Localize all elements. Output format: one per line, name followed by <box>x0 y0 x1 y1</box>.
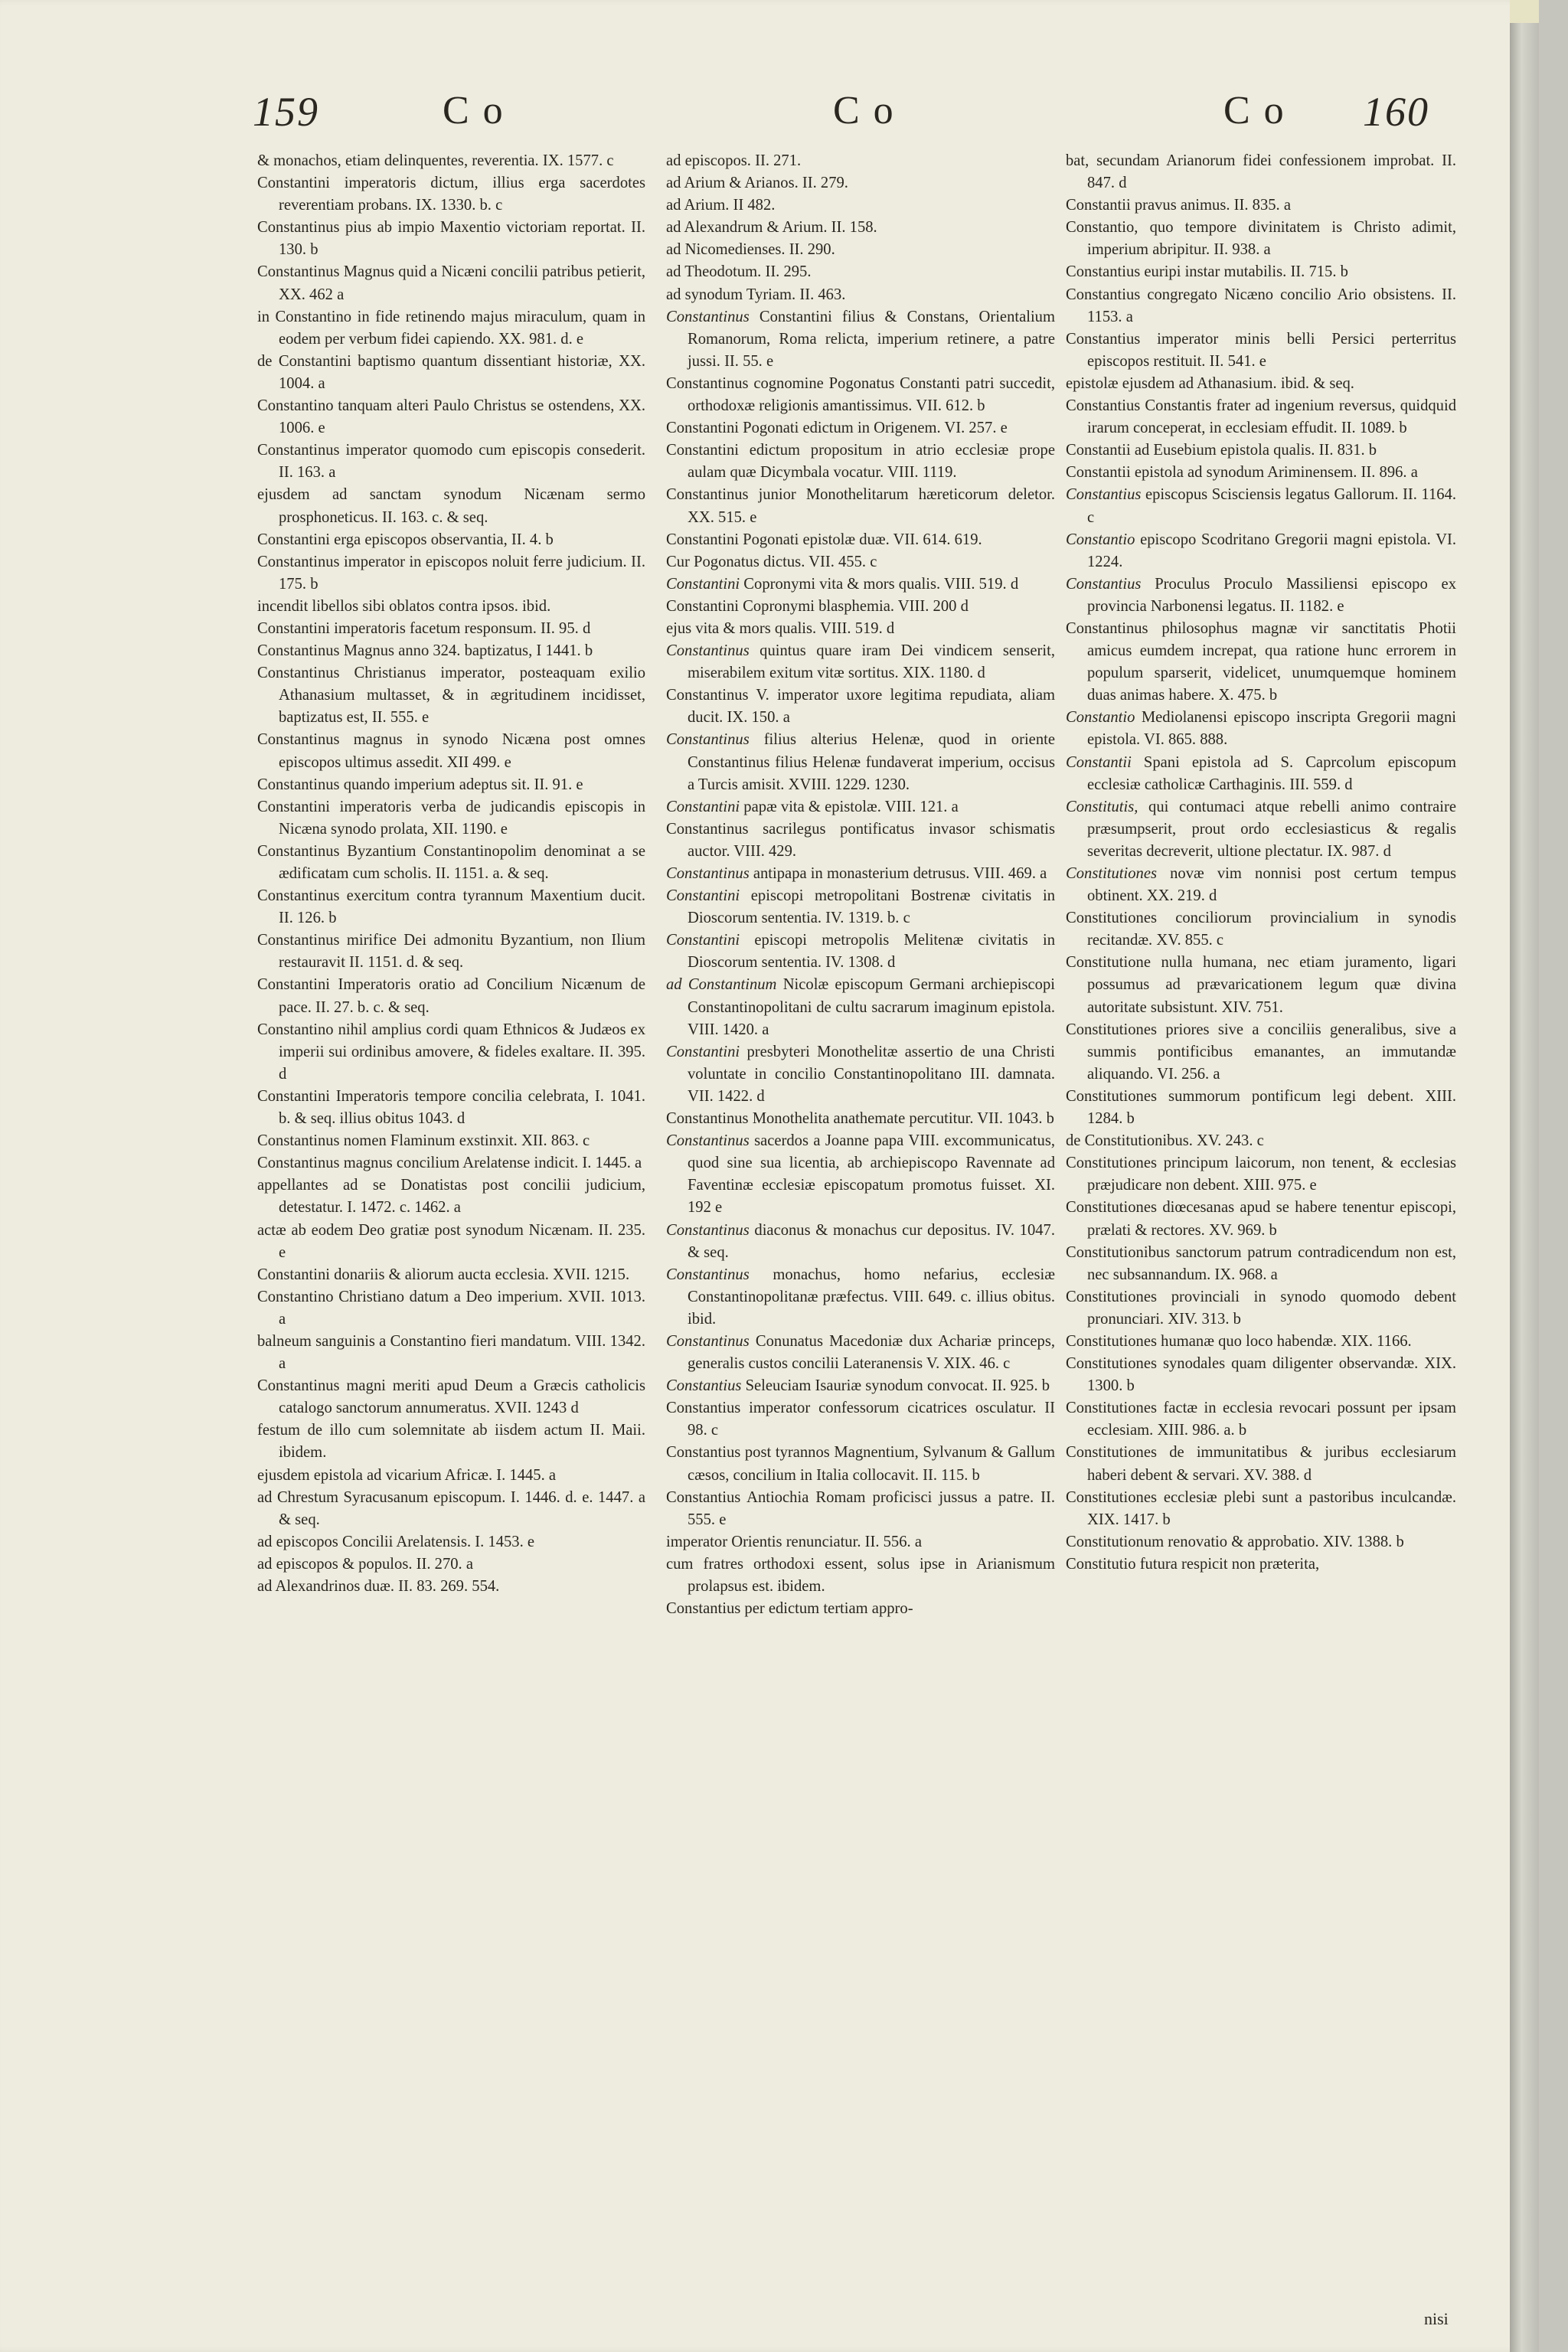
entry-text: Constantini Pogonati edictum in Origenem. VI. 257. e <box>666 420 1008 437</box>
entry-text: ad Arium. II 482. <box>666 197 776 214</box>
index-entry <box>257 1576 645 1598</box>
adjacent-page-edge <box>1510 0 1539 2352</box>
entry-text: Mediolanensi episcopo inscripta Gregorii magni epistola. VI. 865. 888. <box>1087 709 1456 749</box>
entry-lead: Constitutiones <box>1066 865 1157 882</box>
index-entry <box>666 573 1055 596</box>
entry-text: Constitutiones summorum pontificum legi debent. XIII. 1284. b <box>1066 1087 1456 1128</box>
entry-text: Constantinus Magnus anno 324. baptizatus, I 1441. b <box>257 642 593 660</box>
index-entry <box>1066 1353 1456 1397</box>
index-entry <box>257 1130 645 1152</box>
index-column-right <box>1066 150 1456 2332</box>
entry-text: appellantes ad se Donatistas post concilii judicium, detestatur. I. 1472. c. 1462. a <box>257 1177 645 1217</box>
entry-text: Constantini imperatoris facetum responsum. II. 95. d <box>257 619 591 637</box>
index-entry <box>1066 1019 1456 1086</box>
index-entry <box>257 841 645 885</box>
entry-text: Constantini Pogonati epistolæ duæ. VII. 614. 619. <box>666 531 982 548</box>
entry-lead: Constantini <box>666 887 740 905</box>
index-entry <box>666 306 1055 373</box>
index-entry <box>257 662 645 729</box>
index-entry <box>257 1375 645 1419</box>
index-entry <box>666 217 1055 239</box>
entry-text: Copronymi vita & mors qualis. VIII. 519. d <box>743 575 1019 593</box>
index-entry <box>666 1375 1055 1397</box>
entry-text: Seleuciam Isauriæ synodum convocat. II. 925. b <box>745 1377 1050 1395</box>
entry-lead: Constantini <box>666 575 740 593</box>
entry-lead: Constantio <box>1066 531 1135 548</box>
entry-text: sacerdos a Joanne papa VIII. excommunicatus, quod sine sua licentia, ab archiepiscopo Ravennate ad Faventinæ ecclesiæ episcopatum promotus fuisset. XI. 192 e <box>688 1132 1055 1217</box>
index-entry <box>1066 752 1456 796</box>
index-entry <box>666 1531 1055 1553</box>
index-entry <box>257 261 645 305</box>
index-entry <box>1066 284 1456 328</box>
index-entry <box>666 596 1055 618</box>
index-entry <box>666 929 1055 974</box>
index-entry <box>666 1264 1055 1331</box>
entry-text: incendit libellos sibi oblatos contra ipsos. ibid. <box>257 597 551 615</box>
index-entry <box>666 1130 1055 1219</box>
entry-text: Constantinus Monothelita anathemate percutitur. VII. 1043. b <box>666 1110 1054 1128</box>
entry-text: episcopo Scodritano Gregorii magni epistola. VI. 1224. <box>1087 531 1456 570</box>
entry-text: Constitutiones de immunitatibus & juribus ecclesiarum haberi debent & servari. XV. 388. d <box>1066 1444 1456 1484</box>
index-entry <box>257 596 645 618</box>
entry-text: Constitutiones diœcesanas apud se habere tenentur episcopi, prælati & rectores. XV. 969. b <box>1066 1199 1456 1239</box>
headword-right: Co <box>1223 89 1298 132</box>
entry-text: ad Chrestum Syracusanum episcopum. I. 1446. d. e. 1447. a & seq. <box>257 1488 645 1528</box>
entry-text: episcopus Scisciensis legatus Gallorum. II. 1164. c <box>1087 486 1456 526</box>
entry-text: ad Alexandrinos duæ. II. 83. 269. 554. <box>257 1578 500 1595</box>
entry-text: Constantii ad Eusebium epistola qualis. II. 831. b <box>1066 442 1377 459</box>
index-entry <box>1066 707 1456 751</box>
entry-text: Cur Pogonatus dictus. VII. 455. c <box>666 553 877 570</box>
entry-text: Constantinus Magnus quid a Nicæni concilii patribus petierit, XX. 462 a <box>257 263 645 303</box>
entry-text: festum de illo cum solemnitate ab iisdem actum II. Maii. ibidem. <box>257 1422 645 1462</box>
entry-text: Constantius euripi instar mutabilis. II. 715. b <box>1066 263 1348 281</box>
index-entry <box>666 1442 1055 1486</box>
entry-text: Constantinus nomen Flaminum exstinxit. XII. 863. c <box>257 1132 590 1150</box>
entry-lead: Constantini <box>666 1043 740 1060</box>
entry-text: Constantinus magnus in synodo Nicæna post omnes episcopos ultimus assedit. XII 499. e <box>257 731 645 771</box>
index-entry <box>257 1487 645 1531</box>
index-entry <box>257 1553 645 1576</box>
entry-text: episcopi metropolitani Bostrenæ civitatis in Dioscorum sententia. IV. 1319. b. c <box>688 887 1055 927</box>
index-entry <box>1066 1442 1456 1486</box>
entry-text: Constantini erga episcopos observantia, II. 4. b <box>257 531 554 548</box>
index-entry <box>666 239 1055 261</box>
index-entry <box>257 1531 645 1553</box>
index-entry <box>257 1331 645 1375</box>
entry-text: Constantinus mirifice Dei admonitu Byzantium, non Ilium restauravit II. 1151. d. & seq. <box>257 932 645 972</box>
index-entry <box>257 217 645 261</box>
index-entry <box>1066 1553 1456 1576</box>
index-entry <box>1066 907 1456 952</box>
index-entry <box>257 1465 645 1487</box>
index-entry <box>666 818 1055 863</box>
index-entry <box>257 1220 645 1264</box>
index-entry <box>257 150 645 172</box>
entry-lead: Constantinus <box>666 731 750 749</box>
entry-text: Constitutiones ecclesiæ plebi sunt a pastoribus inculcandæ. XIX. 1417. b <box>1066 1488 1456 1528</box>
index-entry <box>666 1220 1055 1264</box>
index-entry <box>257 1286 645 1331</box>
index-entry <box>257 1086 645 1130</box>
index-entry <box>1066 573 1456 618</box>
entry-text: Constitutiones factæ in ecclesia revocari possunt per ipsam ecclesiam. XIII. 986. a. b <box>1066 1400 1456 1439</box>
index-entry <box>257 729 645 773</box>
entry-text: Constantinus philosophus magnæ vir sanctitatis Photii amicus eumdem increpat, qua ratione hunc errorem in populum sparserit, videlicet, unumquemque hominem duas animas habere. X. 475. b <box>1066 619 1456 704</box>
index-entry <box>666 1553 1055 1598</box>
entry-text: ad Alexandrum & Arium. II. 158. <box>666 219 877 237</box>
entry-text: Constantini edictum propositum in atrio ecclesiæ prope aulam quæ Dicymbala vocatur. VIII. 1119. <box>666 442 1055 482</box>
entry-text: imperator Orientis renunciatur. II. 556. a <box>666 1533 922 1550</box>
entry-text: Constitutiones principum laicorum, non tenent, & ecclesias præjudicare non debent. XIII. 975. e <box>1066 1155 1456 1194</box>
entry-text: ad Theodotum. II. 295. <box>666 263 812 281</box>
catchword: nisi <box>1424 2309 1449 2328</box>
entry-text: Constantini donariis & aliorum aucta ecclesia. XVII. 1215. <box>257 1266 630 1283</box>
index-entry <box>1066 1130 1456 1152</box>
entry-text: Constitutiones priores sive a conciliis generalibus, sive a summis pontificibus emanantes, an immutandæ aliquando. VI. 256. a <box>1066 1021 1456 1083</box>
index-entry <box>257 172 645 217</box>
entry-text: cum fratres orthodoxi essent, solus ipse in Arianismum prolapsus est. ibidem. <box>666 1555 1055 1595</box>
index-entry <box>666 284 1055 306</box>
index-entry <box>666 529 1055 551</box>
entry-text: Nicolæ episcopum Germani archiepiscopi Constantinopolitani de cultu sacrarum imaginum epistola. VIII. 1420. a <box>688 976 1055 1038</box>
entry-text: epistolæ ejusdem ad Athanasium. ibid. & seq. <box>1066 374 1354 392</box>
entry-text: ejus vita & mors qualis. VIII. 519. d <box>666 619 895 637</box>
index-entry <box>257 395 645 439</box>
entry-text: ad Nicomedienses. II. 290. <box>666 241 835 259</box>
entry-lead: Constantinus <box>666 1332 750 1350</box>
entry-text: Constantius post tyrannos Magnentium, Sylvanum & Gallum cæsos, concilium in Italia collocavit. II. 115. b <box>666 1444 1055 1484</box>
index-entry <box>257 1419 645 1464</box>
index-entry <box>666 194 1055 217</box>
entry-lead: Constitutis, <box>1066 798 1138 815</box>
index-entry <box>666 1487 1055 1531</box>
entry-text: & monachos, etiam delinquentes, reverentia. IX. 1577. c <box>257 152 614 169</box>
index-entry <box>1066 529 1456 573</box>
entry-lead: Constantini <box>666 932 740 949</box>
entry-text: Constantius Constantis frater ad ingenium reversus, quidquid irarum conceperat, in ecclesiam effudit. II. 1089. b <box>1066 397 1456 437</box>
entry-text: balneum sanguinis a Constantino fieri mandatum. VIII. 1342. a <box>257 1332 645 1373</box>
entry-text: ad episcopos Concilii Arelatensis. I. 1453. e <box>257 1533 535 1550</box>
index-entry <box>666 1397 1055 1442</box>
entry-lead: Constantinus <box>666 308 750 325</box>
index-entry <box>1066 1242 1456 1286</box>
entry-text: diaconus & monachus cur depositus. IV. 1047. & seq. <box>688 1221 1055 1261</box>
index-entry <box>666 373 1055 417</box>
entry-text: Constantinus cognomine Pogonatus Constanti patri succedit, orthodoxæ religionis amantissimus. VII. 612. b <box>666 374 1055 415</box>
entry-text: Constitutione nulla humana, nec etiam juramento, ligari possumus ad prævaricationem legum quæ divina autoritate subsistunt. XIV. 751. <box>1066 954 1456 1016</box>
entry-text: Constitutiones synodales quam diligenter observandæ. XIX. 1300. b <box>1066 1355 1456 1395</box>
index-entry <box>666 618 1055 640</box>
index-entry <box>1066 1286 1456 1331</box>
entry-text: Constantinus exercitum contra tyrannum Maxentium ducit. II. 126. b <box>257 887 645 927</box>
index-entry <box>666 484 1055 528</box>
entry-text: ad episcopos & populos. II. 270. a <box>257 1555 473 1573</box>
entry-text: Constantius per edictum tertiam appro- <box>666 1600 913 1618</box>
entry-text: Constantinus pius ab impio Maxentio victoriam reportat. II. 130. b <box>257 219 645 259</box>
index-entry <box>666 640 1055 684</box>
entry-text: Constantinus magni meriti apud Deum a Græcis catholicis catalogo sanctorum annumeratus. XVII. 1243 d <box>257 1377 645 1417</box>
index-entry <box>1066 194 1456 217</box>
page-number-left: 159 <box>253 89 319 135</box>
entry-text: Constitutionibus sanctorum patrum contradicendum non est, nec subsannandum. IX. 968. a <box>1066 1243 1456 1283</box>
index-entry <box>257 306 645 351</box>
index-column-left <box>257 150 645 2332</box>
entry-text: Constantinus junior Monothelitarum hæreticorum deletor. XX. 515. e <box>666 486 1055 526</box>
index-entry <box>666 863 1055 885</box>
index-entry <box>257 484 645 528</box>
entry-text: Constantinus V. imperator uxore legitima repudiata, aliam ducit. IX. 150. a <box>666 687 1055 727</box>
entry-lead: Constantii <box>1066 753 1132 771</box>
index-entry <box>1066 150 1456 194</box>
page-number-right: 160 <box>1363 89 1429 135</box>
index-entry <box>257 618 645 640</box>
page-corner-tab <box>1510 0 1539 23</box>
index-entry <box>1066 373 1456 395</box>
index-entry <box>257 640 645 662</box>
index-entry <box>257 1152 645 1174</box>
entry-lead: Constantio <box>1066 709 1135 727</box>
entry-text: Constantii pravus animus. II. 835. a <box>1066 197 1291 214</box>
index-entry <box>1066 1531 1456 1553</box>
index-entry <box>257 529 645 551</box>
index-entry <box>1066 796 1456 863</box>
entry-text: bat, secundam Arianorum fidei confessionem improbat. II. 847. d <box>1066 152 1456 192</box>
index-entry <box>1066 863 1456 907</box>
index-entry <box>1066 261 1456 283</box>
entry-text: novæ vim nonnisi post certum tempus obtinent. XX. 219. d <box>1087 865 1456 905</box>
entry-text: Constantinus Christianus imperator, posteaquam exilio Athanasium multasset, & in ægritudinem incidisset, baptizatus est, II. 555. e <box>257 665 645 727</box>
entry-text: Constantinus imperator quomodo cum episcopis consederit. II. 163. a <box>257 442 645 482</box>
entry-text: Constantius congregato Nicæno concilio Ario obsistens. II. 1153. a <box>1066 286 1456 325</box>
index-entry <box>257 1019 645 1086</box>
index-entry <box>257 351 645 395</box>
index-entry <box>666 684 1055 729</box>
index-entry <box>666 150 1055 172</box>
index-entry <box>1066 1152 1456 1197</box>
index-entry <box>666 796 1055 818</box>
entry-text: ejusdem epistola ad vicarium Africæ. I. 1445. a <box>257 1466 557 1484</box>
index-entry <box>1066 484 1456 528</box>
entry-lead: Constantinus <box>666 1266 750 1283</box>
index-entry <box>666 974 1055 1040</box>
index-entry <box>1066 952 1456 1018</box>
entry-text: Constantius imperator minis belli Persici perterritus episcopos restituit. II. 541. e <box>1066 330 1456 370</box>
index-entry <box>257 974 645 1018</box>
entry-text: in Constantino in fide retinendo majus miraculum, quam in eodem per verbum fidei capiendo. XX. 981. d. e <box>257 308 645 348</box>
index-entry <box>257 885 645 929</box>
entry-text: Spani epistola ad S. Caprcolum episcopum ecclesiæ catholicæ Carthaginis. III. 559. d <box>1087 753 1456 793</box>
entry-text: filius alterius Helenæ, quod in oriente Constantinus filius Helenæ fundaverat imperium, occisus a Turcis amisit. XVIII. 1229. 1230. <box>688 731 1055 793</box>
index-entry <box>1066 1197 1456 1241</box>
index-entry <box>1066 618 1456 707</box>
index-entry <box>1066 439 1456 462</box>
index-entry <box>1066 1331 1456 1353</box>
index-entry <box>666 1331 1055 1375</box>
index-entry <box>666 1598 1055 1620</box>
entry-text: presbyteri Monothelitæ assertio de una Christi voluntate in concilio Constantinopolitano III. damnata. VII. 1422. d <box>688 1043 1055 1105</box>
index-entry <box>666 417 1055 439</box>
entry-lead: Constantinus <box>666 642 750 660</box>
entry-text: ad synodum Tyriam. II. 463. <box>666 286 846 303</box>
entry-text: quintus quare iram Dei vindicem senserit, miserabilem exitum vitæ sortitus. XIX. 1180. d <box>688 642 1055 682</box>
entry-text: Constantio, quo tempore divinitatem is Christo adimit, imperium abripitur. II. 938. a <box>1066 219 1456 259</box>
index-entry <box>666 1108 1055 1130</box>
entry-text: Constantinus quando imperium adeptus sit. II. 91. e <box>257 776 583 793</box>
entry-text: Constantini Copronymi blasphemia. VIII. 200 d <box>666 597 969 615</box>
entry-text: Constantini filius & Constans, Orientalium Romanorum, Roma relicta, imperium retinere, a patre jussi. II. 55. e <box>688 308 1055 370</box>
headword-left: Co <box>443 89 517 132</box>
index-entry <box>666 172 1055 194</box>
entry-text: papæ vita & epistolæ. VIII. 121. a <box>743 798 959 815</box>
index-entry <box>257 796 645 841</box>
index-entry <box>257 551 645 596</box>
entry-text: antipapa in monasterium detrusus. VIII. 469. a <box>753 865 1047 882</box>
index-entry <box>1066 217 1456 261</box>
entry-text: Constantinus magnus concilium Arelatense indicit. I. 1445. a <box>257 1155 642 1172</box>
entry-text: Constantii epistola ad synodum Ariminensem. II. 896. a <box>1066 464 1418 482</box>
index-entry <box>666 729 1055 795</box>
entry-text: Constantinus Byzantium Constantinopolim denominat a se ædificatam cum scholis. II. 1151. a. & seq. <box>257 842 645 882</box>
index-entry <box>257 439 645 484</box>
entry-text: ejusdem ad sanctam synodum Nicænam sermo prosphoneticus. II. 163. c. & seq. <box>257 486 645 526</box>
index-entry <box>1066 1487 1456 1531</box>
entry-text: qui contumaci atque rebelli animo contraire præsumpserit, prout ordo ecclesiasticus & regalis severitas decreverit, ultione plectatur. IX. 987. d <box>1087 798 1456 860</box>
index-entry <box>257 1174 645 1219</box>
entry-text: Constantini imperatoris verba de judicandis episcopis in Nicæna synodo prolata, XII. 1190. e <box>257 798 645 838</box>
entry-text: Constantini imperatoris dictum, illius erga sacerdotes reverentiam probans. IX. 1330. b. c <box>257 175 645 214</box>
entry-text: Constantinus imperator in episcopos noluit ferre judicium. II. 175. b <box>257 553 645 593</box>
entry-text: monachus, homo nefarius, ecclesiæ Constantinopolitanæ præfectus. VIII. 649. c. illius obitus. ibid. <box>688 1266 1055 1328</box>
entry-text: Constitutiones provinciali in synodo quomodo debent pronunciari. XIV. 313. b <box>1066 1288 1456 1328</box>
entry-text: actæ ab eodem Deo gratiæ post synodum Nicænam. II. 235. e <box>257 1221 645 1261</box>
entry-text: Constitutiones humanæ quo loco habendæ. XIX. 1166. <box>1066 1332 1412 1350</box>
index-entry <box>666 551 1055 573</box>
entry-text: Conunatus Macedoniæ dux Achariæ princeps, generalis custos concilii Lateranensis V. XIX. 46. c <box>688 1332 1055 1373</box>
index-entry <box>666 885 1055 929</box>
entry-text: ad episcopos. II. 271. <box>666 152 802 169</box>
entry-text: Constitutionum renovatio & approbatio. XIV. 1388. b <box>1066 1533 1404 1550</box>
entry-lead: Constantinus <box>666 865 750 882</box>
entry-text: Constantinus sacrilegus pontificatus invasor schismatis auctor. VIII. 429. <box>666 820 1055 860</box>
entry-text: Constantino Christiano datum a Deo imperium. XVII. 1013. a <box>257 1288 645 1328</box>
index-entry <box>1066 328 1456 373</box>
index-entry <box>666 1041 1055 1108</box>
entry-lead: ad Constantinum <box>666 976 777 994</box>
entry-text: de Constantini baptismo quantum dissentiant historiæ, XX. 1004. a <box>257 352 645 392</box>
entry-text: Constantius Antiochia Romam proficisci jussus a patre. II. 555. e <box>666 1488 1055 1528</box>
index-entry <box>257 774 645 796</box>
index-entry <box>257 1264 645 1286</box>
index-entry <box>1066 462 1456 484</box>
entry-lead: Constantius <box>1066 575 1142 593</box>
entry-text: Proculus Proculo Massiliensi episcopo ex provincia Narbonensi legatus. II. 1182. e <box>1087 575 1456 615</box>
entry-text: Constitutiones conciliorum provincialium in synodis recitandæ. XV. 855. c <box>1066 910 1456 949</box>
index-entry <box>1066 1397 1456 1442</box>
entry-text: Constantini Imperatoris oratio ad Concilium Nicænum de pace. II. 27. b. c. & seq. <box>257 976 645 1016</box>
entry-lead: Constantius <box>666 1377 742 1395</box>
entry-text: Constantino nihil amplius cordi quam Ethnicos & Judæos ex imperii sui ordinibus amovere, & fideles exaltare. II. 395. d <box>257 1021 645 1083</box>
running-header <box>0 88 1539 149</box>
entry-lead: Constantius <box>1066 486 1142 504</box>
index-entry <box>257 929 645 974</box>
index-entry <box>1066 395 1456 439</box>
headword-center: Co <box>833 89 907 132</box>
entry-text: Constantini Imperatoris tempore concilia celebrata, I. 1041. b. & seq. illius obitus 1043. d <box>257 1087 645 1128</box>
entry-text: episcopi metropolis Melitenæ civitatis in Dioscorum sententia. IV. 1308. d <box>688 932 1055 972</box>
entry-text: ad Arium & Arianos. II. 279. <box>666 175 848 192</box>
index-entry <box>1066 1086 1456 1130</box>
entry-text: Constantius imperator confessorum cicatrices osculatur. II 98. c <box>666 1400 1055 1439</box>
entry-text: Constitutio futura respicit non præterita, <box>1066 1555 1320 1573</box>
entry-lead: Constantinus <box>666 1221 750 1239</box>
index-entry <box>666 439 1055 484</box>
index-entry <box>666 261 1055 283</box>
entry-lead: Constantini <box>666 798 740 815</box>
index-column-middle <box>666 150 1055 2332</box>
entry-lead: Constantinus <box>666 1132 750 1150</box>
entry-text: de Constitutionibus. XV. 243. c <box>1066 1132 1264 1150</box>
entry-text: Constantino tanquam alteri Paulo Christus se ostendens, XX. 1006. e <box>257 397 645 437</box>
